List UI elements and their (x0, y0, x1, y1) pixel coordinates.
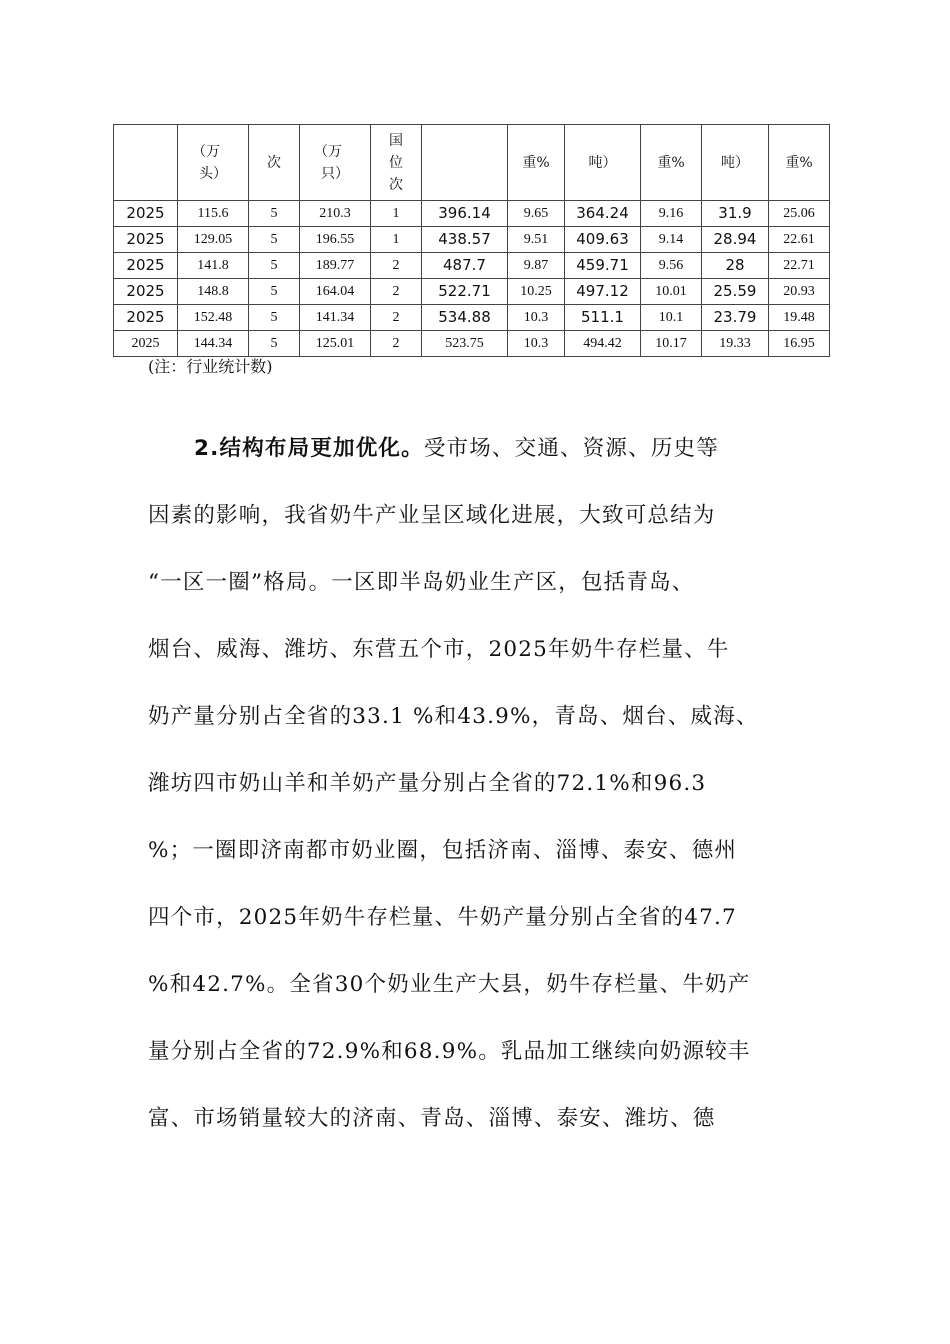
table-cell: 210.3 (300, 201, 371, 227)
table-cell: 9.65 (508, 201, 565, 227)
table-cell: 5 (249, 253, 300, 279)
table-cell: 2 (371, 253, 422, 279)
header-text: （万 (192, 143, 220, 160)
table-cell: 141.8 (178, 253, 249, 279)
section-heading: 2.结构布局更加优化。 (194, 436, 424, 461)
header-text: 次 (389, 176, 403, 193)
table-cell: 28 (702, 253, 769, 279)
table-cell: 2 (371, 331, 422, 357)
table-cell: 10.01 (641, 279, 702, 305)
header-text: （万 (314, 143, 342, 160)
table-cell: 396.14 (422, 201, 508, 227)
body-paragraph (148, 415, 808, 1152)
header-text: 国 (389, 132, 403, 149)
paragraph-first-line (148, 415, 808, 482)
header-cell (641, 125, 702, 201)
paragraph-line: %和42.7%。全省30个奶业生产大县，奶牛存栏量、牛奶产 (148, 972, 751, 997)
table-cell: 1 (371, 201, 422, 227)
table-cell: 25.06 (769, 201, 830, 227)
table-cell: 5 (249, 279, 300, 305)
table-cell: 148.8 (178, 279, 249, 305)
table-cell: 5 (249, 201, 300, 227)
table-cell: 2025 (114, 305, 178, 331)
table-cell: 23.79 (702, 305, 769, 331)
header-cell (249, 125, 300, 201)
table-cell: 2025 (114, 279, 178, 305)
paragraph-line: 量分别占全省的72.9%和68.9%。乳品加工继续向奶源较丰 (148, 1039, 751, 1064)
table-cell: 522.71 (422, 279, 508, 305)
header-cell (114, 125, 178, 201)
table-row (114, 279, 830, 305)
table-cell: 10.17 (641, 331, 702, 357)
header-cell (422, 125, 508, 201)
table-cell: 28.94 (702, 227, 769, 253)
table-cell: 129.05 (178, 227, 249, 253)
table-cell: 523.75 (422, 331, 508, 357)
table-cell: 25.59 (702, 279, 769, 305)
table-cell: 16.95 (769, 331, 830, 357)
table-cell: 31.9 (702, 201, 769, 227)
table-note: (注：行业统计数) (148, 357, 273, 376)
table-cell: 459.71 (565, 253, 641, 279)
table-cell: 19.48 (769, 305, 830, 331)
header-text: 重% (657, 154, 685, 171)
header-text: 只） (321, 165, 349, 182)
table-cell: 2025 (114, 331, 178, 357)
table-cell: 196.55 (300, 227, 371, 253)
table-cell: 10.3 (508, 305, 565, 331)
table-cell: 9.14 (641, 227, 702, 253)
table-row (114, 253, 830, 279)
table-cell: 497.12 (565, 279, 641, 305)
paragraph-line: “一区一圈”格局。一区即半岛奶业生产区，包括青岛、 (148, 570, 695, 595)
table-cell: 9.16 (641, 201, 702, 227)
table-cell: 141.34 (300, 305, 371, 331)
paragraph-line: 四个市，2025年奶牛存栏量、牛奶产量分别占全省的47.7 (148, 905, 737, 930)
paragraph-line: 受市场、交通、资源、历史等 (423, 436, 719, 461)
header-cell (769, 125, 830, 201)
table-cell: 9.87 (508, 253, 565, 279)
header-text: 吨） (588, 154, 617, 171)
table-header-row (114, 125, 830, 201)
paragraph-line: %；一圈即济南都市奶业圈，包括济南、淄博、泰安、德州 (148, 838, 738, 863)
table-cell: 22.71 (769, 253, 830, 279)
table-cell: 20.93 (769, 279, 830, 305)
table-cell: 511.1 (565, 305, 641, 331)
table-cell: 9.51 (508, 227, 565, 253)
table-cell: 125.01 (300, 331, 371, 357)
header-text: 吨） (721, 154, 749, 171)
paragraph-line: 富、市场销量较大的济南、青岛、淄博、泰安、潍坊、德 (148, 1106, 716, 1131)
table-cell: 189.77 (300, 253, 371, 279)
table-cell: 19.33 (702, 331, 769, 357)
table-cell: 534.88 (422, 305, 508, 331)
table-cell: 5 (249, 331, 300, 357)
header-cell (702, 125, 769, 201)
paragraph-line: 潍坊四市奶山羊和羊奶产量分别占全省的72.1%和96.3 (148, 771, 707, 796)
table-cell: 5 (249, 227, 300, 253)
table-cell: 10.3 (508, 331, 565, 357)
header-cell (371, 125, 422, 201)
table-cell: 10.1 (641, 305, 702, 331)
paragraph-line: 烟台、威海、潍坊、东营五个市，2025年奶牛存栏量、牛 (148, 637, 730, 662)
header-text: 重% (522, 154, 550, 171)
table-cell: 2025 (114, 227, 178, 253)
table-cell: 494.42 (565, 331, 641, 357)
table-cell: 9.56 (641, 253, 702, 279)
dairy-statistics-table (113, 124, 830, 357)
table-row (114, 201, 830, 227)
table-cell: 115.6 (178, 201, 249, 227)
table-cell: 164.04 (300, 279, 371, 305)
table-cell: 144.34 (178, 331, 249, 357)
table-cell: 438.57 (422, 227, 508, 253)
paragraph-line: 奶产量分别占全省的33.1 %和43.9%，青岛、烟台、威海、 (148, 704, 759, 729)
table-row (114, 305, 830, 331)
header-cell (565, 125, 641, 201)
table-row (114, 331, 830, 357)
table-cell: 10.25 (508, 279, 565, 305)
table-cell: 409.63 (565, 227, 641, 253)
table-cell: 5 (249, 305, 300, 331)
header-cell (508, 125, 565, 201)
header-cell (300, 125, 371, 201)
table-cell: 2 (371, 305, 422, 331)
table-cell: 487.7 (422, 253, 508, 279)
table-cell: 22.61 (769, 227, 830, 253)
table-row (114, 227, 830, 253)
table-cell: 2025 (114, 201, 178, 227)
header-text: 重% (785, 154, 813, 171)
table-cell: 152.48 (178, 305, 249, 331)
header-text: 次 (267, 154, 281, 171)
table-cell: 2 (371, 279, 422, 305)
header-text: 位 (389, 154, 403, 171)
table-cell: 1 (371, 227, 422, 253)
paragraph-line: 因素的影响，我省奶牛产业呈区域化进展，大致可总结为 (148, 503, 716, 528)
header-text: 头） (199, 165, 227, 182)
table-cell: 2025 (114, 253, 178, 279)
table-cell: 364.24 (565, 201, 641, 227)
header-cell (178, 125, 249, 201)
